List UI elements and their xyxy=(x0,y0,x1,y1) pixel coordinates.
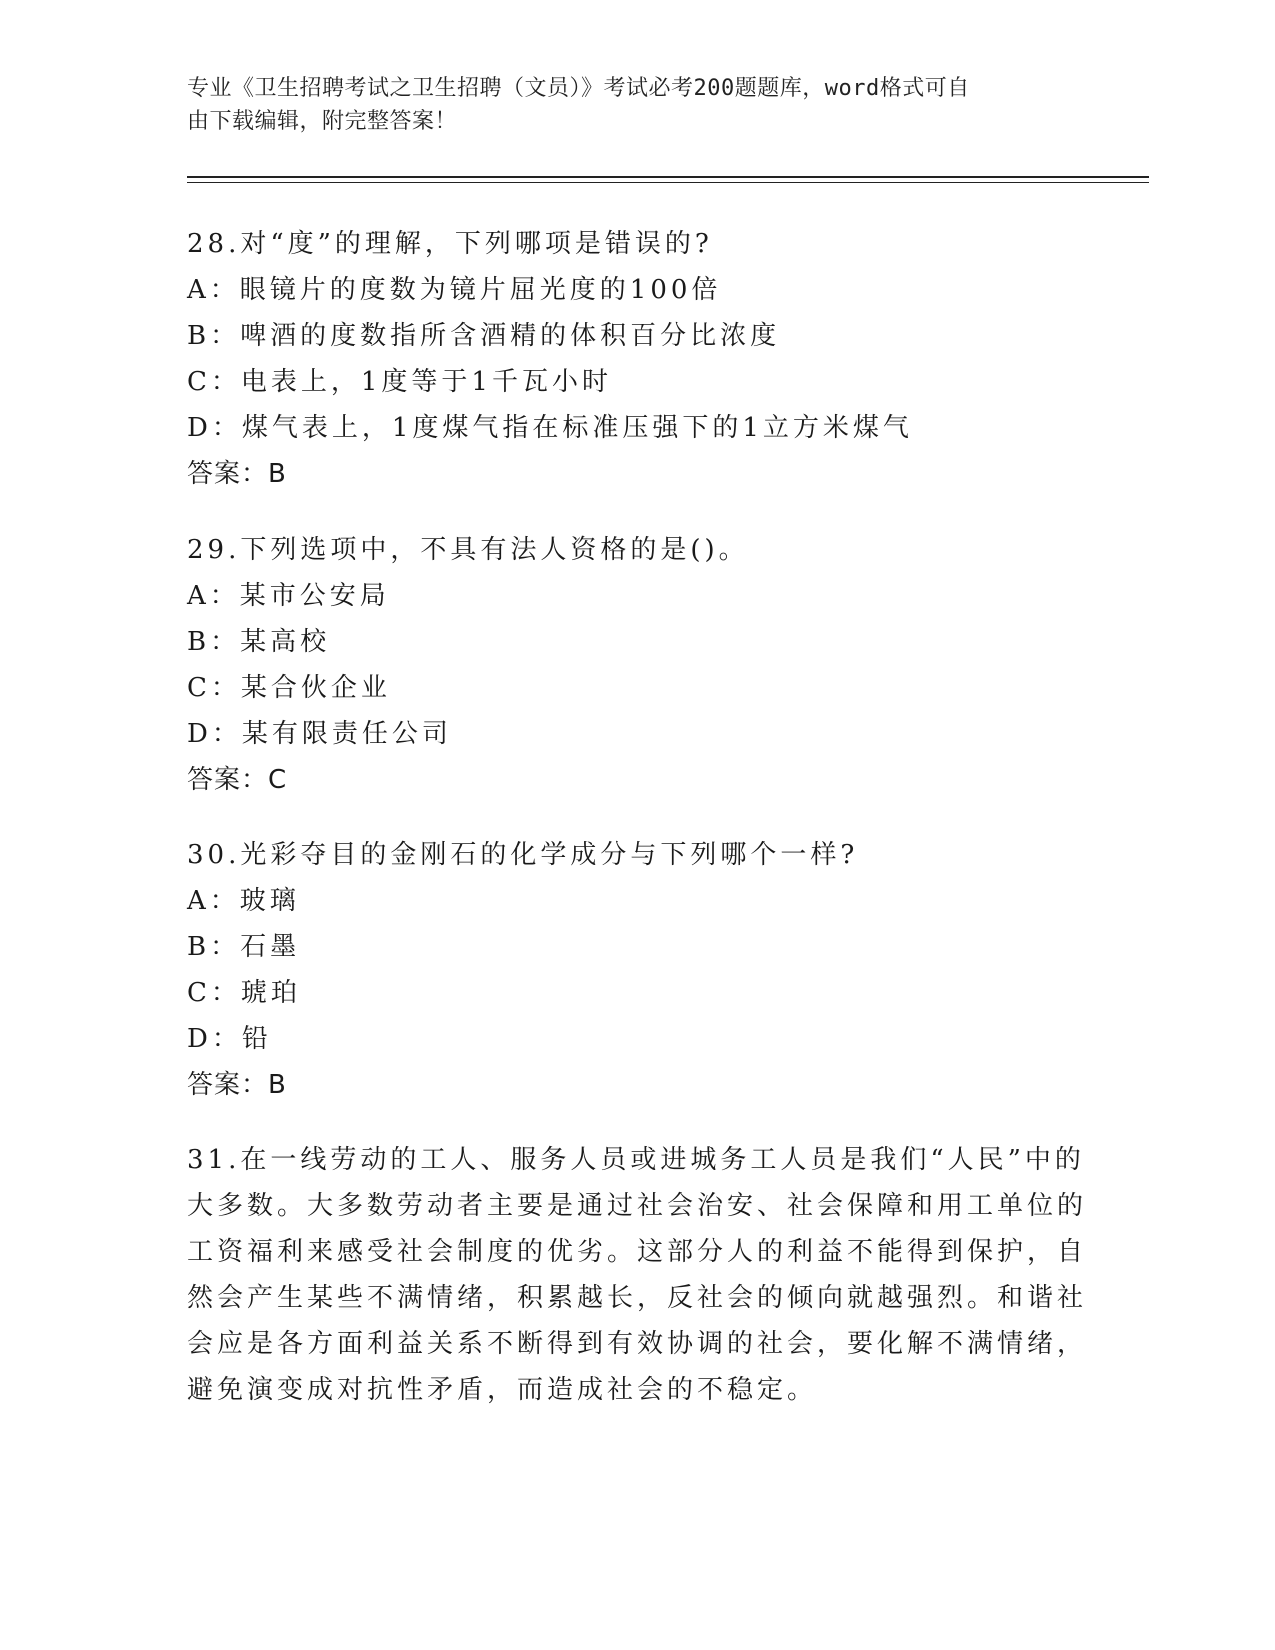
question-text-line: 大多数。大多数劳动者主要是通过社会治安、社会保障和用工单位的 xyxy=(187,1191,1088,1221)
document-header xyxy=(187,72,1067,138)
question-28 xyxy=(187,221,1067,497)
option-d: D：某有限责任公司 xyxy=(187,719,452,749)
option-d: D：煤气表上，1度煤气指在标准压强下的1立方米煤气 xyxy=(187,413,913,443)
answer: 答案：B xyxy=(187,459,287,489)
option-a: A：眼镜片的度数为镜片屈光度的100倍 xyxy=(187,275,722,305)
option-c: C：某合伙企业 xyxy=(187,673,391,703)
question-stem: 28.对“度”的理解，下列哪项是错误的? xyxy=(187,229,713,259)
option-d: D：铅 xyxy=(187,1024,272,1054)
question-text-line: 工资福利来感受社会制度的优劣。这部分人的利益不能得到保护，自 xyxy=(187,1237,1088,1267)
question-text-line: 避免演变成对抗性矛盾，而造成社会的不稳定。 xyxy=(187,1375,818,1405)
header-line-1: 专业《卫生招聘考试之卫生招聘（文员）》考试必考200题题库，word格式可自 xyxy=(187,76,970,101)
header-divider-thin xyxy=(187,182,1149,183)
option-c: C：电表上，1度等于1千瓦小时 xyxy=(187,367,612,397)
question-text-line: 然会产生某些不满情绪，积累越长，反社会的倾向就越强烈。和谐社 xyxy=(187,1283,1088,1313)
question-stem: 29.下列选项中，不具有法人资格的是()。 xyxy=(187,535,749,565)
header-line-2: 由下载编辑，附完整答案！ xyxy=(187,109,458,134)
option-b: B：某高校 xyxy=(187,627,331,657)
option-c: C：琥珀 xyxy=(187,978,301,1008)
question-31 xyxy=(187,1137,1088,1413)
header-divider-thick xyxy=(187,176,1149,178)
option-b: B：石墨 xyxy=(187,932,301,962)
question-text-line: 会应是各方面利益关系不断得到有效协调的社会，要化解不满情绪， xyxy=(187,1329,1088,1359)
question-text-line: 31.在一线劳动的工人、服务人员或进城务工人员是我们“人民”中的 xyxy=(187,1145,1085,1175)
answer: 答案：C xyxy=(187,765,288,795)
answer: 答案：B xyxy=(187,1070,287,1100)
option-b: B：啤酒的度数指所含酒精的体积百分比浓度 xyxy=(187,321,781,351)
question-30 xyxy=(187,832,1067,1108)
option-a: A：某市公安局 xyxy=(187,581,390,611)
question-29 xyxy=(187,527,1067,803)
option-a: A：玻璃 xyxy=(187,886,300,916)
question-stem: 30.光彩夺目的金刚石的化学成分与下列哪个一样? xyxy=(187,840,859,870)
